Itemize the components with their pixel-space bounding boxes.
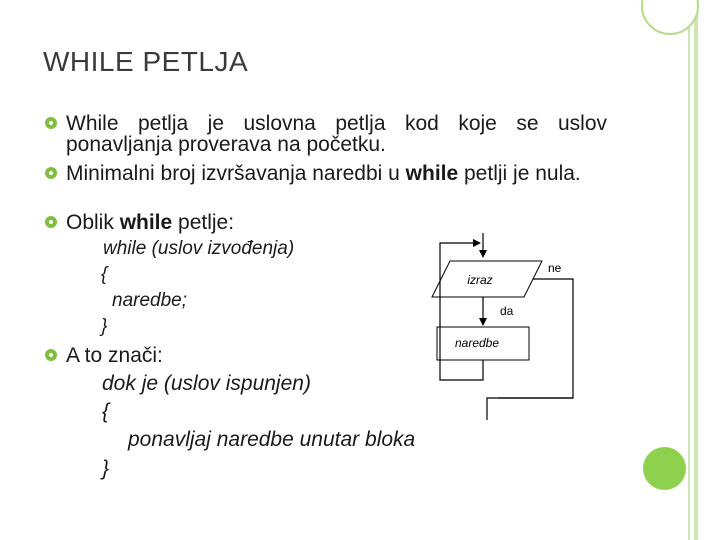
slide-title: WHILE PETLJA [43, 46, 249, 77]
flowchart-yes-label: da [500, 304, 514, 318]
flowchart-statement-label: naredbe [454, 336, 500, 350]
meaning-close-brace: } [102, 457, 110, 480]
syntax-line-while: while (uslov izvođenja) [103, 238, 295, 259]
meaning-line-condition: dok je (uslov ispunjen) [102, 372, 311, 395]
flowchart-exit-line [487, 398, 573, 420]
flowchart-no-label: ne [548, 261, 562, 275]
bullet-text-part: Minimalni broj izvršavanja naredbi u [66, 162, 406, 185]
bullet-text-definition: While petlja je uslovna petlja kod koje se uslov ponavljanja proverava na početku. [66, 112, 607, 156]
meaning-open-brace: { [102, 400, 110, 423]
bullet-text-meaning: A to znači: [66, 344, 163, 367]
syntax-close-brace: } [101, 316, 108, 337]
bullet-text-part: petlje: [172, 211, 235, 234]
bullet-text-part: Oblik [66, 211, 120, 234]
keyword-while: while [119, 211, 173, 234]
syntax-open-brace: { [101, 264, 108, 285]
bullet-text-part: petlji je nula. [458, 162, 581, 185]
syntax-body: naredbe; [112, 290, 188, 311]
keyword-while: while [405, 162, 459, 185]
meaning-body: ponavljaj naredbe unutar bloka [128, 428, 416, 451]
flowchart-condition-label: izraz [467, 273, 493, 287]
